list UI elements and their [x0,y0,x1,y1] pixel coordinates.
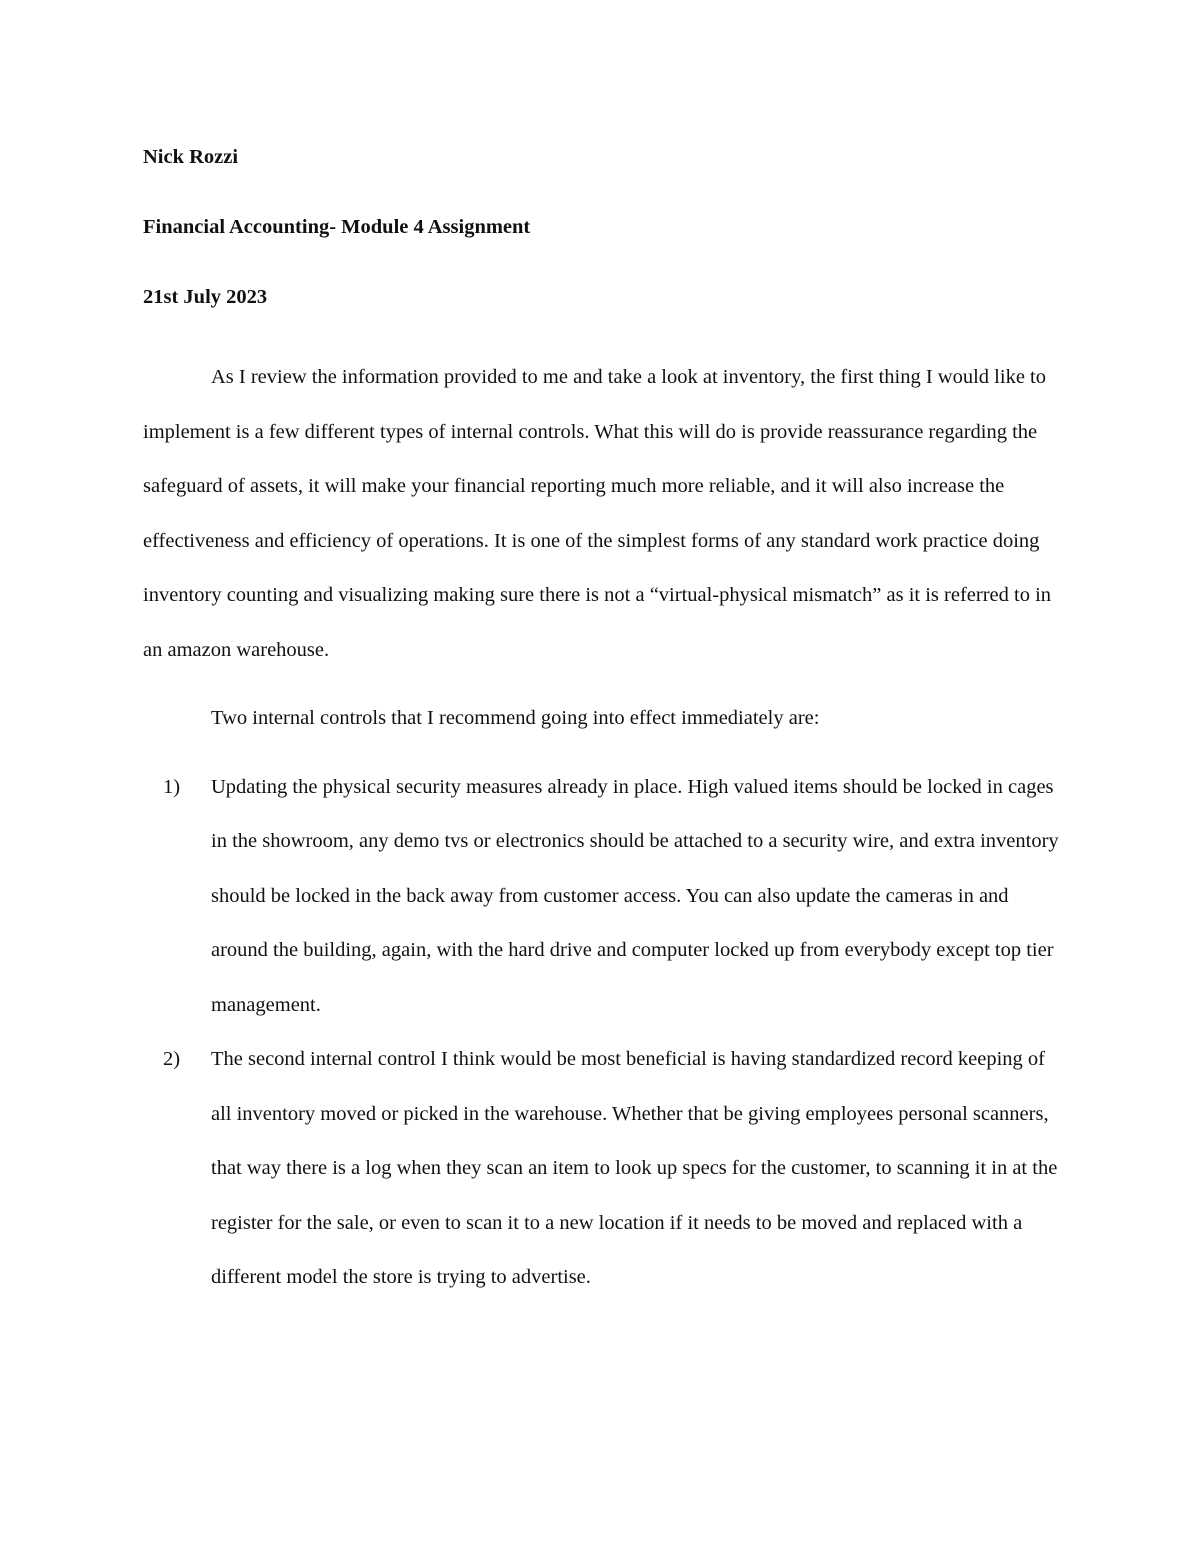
intro-paragraph: As I review the information provided to me and take a look at inventory, the first thing I would like to implement is a few different types of internal controls. What this will do is provide reassurance regarding the safeguard of assets, it will make your financial reporting much more reliable, and it will also increase the effectiveness and efficiency of operations. It is one of the simplest forms of any standard work practice doing inventory counting and visualizing making sure there is not a “virtual-physical mismatch” as it is referred to in an amazon warehouse. [143,366,1052,661]
list-item-text: The second internal control I think would be most beneficial is having standardized record keeping of all inventory moved or picked in the warehouse. Whether that be giving employees personal scanners, that way there is a log when they scan an item to look up specs for the customer, to scanning it in at the register for the sale, or even to scan it to a new location if it needs to be moved and replaced with a different model the store is trying to advertise. [211,1048,1058,1288]
document-content [143,140,1063,1305]
controls-intro-paragraph: Two internal controls that I recommend going into effect immediately are: [211,707,820,729]
list-item [143,1032,1063,1305]
internal-controls-list [143,760,1063,1305]
author-name: Nick Rozzi [143,146,239,168]
list-item-number: 1) [163,775,181,798]
assignment-date: 21st July 2023 [143,286,268,308]
course-title: Financial Accounting- Module 4 Assignment [143,216,531,238]
list-item-text: Updating the physical security measures already in place. High valued items should be locked in cages in the showroom, any demo tvs or electronics should be attached to a security wire, and extra inventory should be locked in the back away from customer access. You can also update the cameras in and around the building, again, with the hard drive and computer locked up from everybody except top tier management. [211,775,1059,1016]
list-item-number: 2) [163,1048,181,1070]
list-item [143,760,1063,1033]
